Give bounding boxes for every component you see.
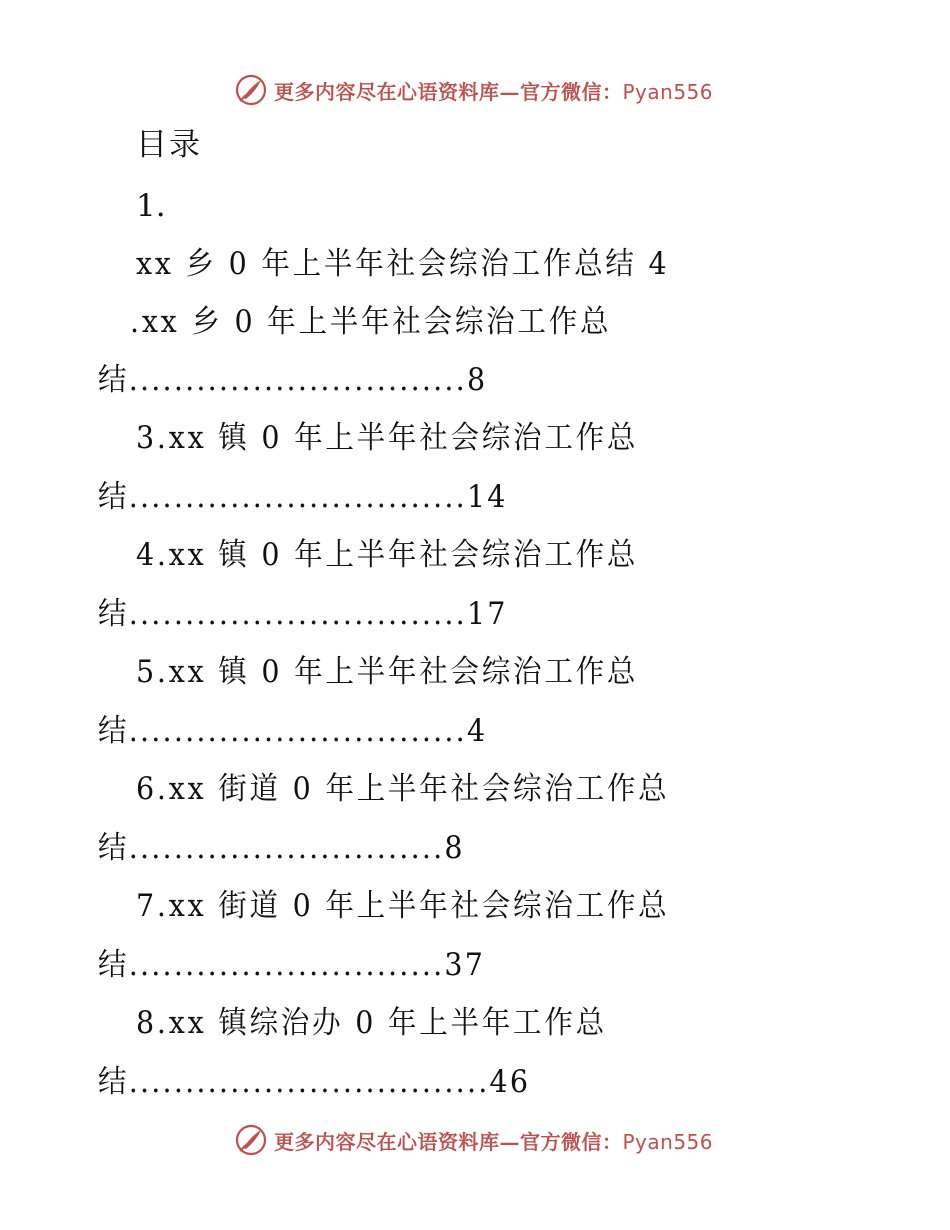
toc-heading: 目录 (136, 127, 202, 163)
footer-watermark-banner (234, 1120, 713, 1160)
toc-entry: .xx 乡 0 年上半年社会综治工作总 (130, 304, 612, 340)
banner-text: 更多内容尽在心语资料库—官方微信：Pyan556 (274, 79, 714, 104)
banner-text: 更多内容尽在心语资料库—官方微信：Pyan556 (274, 1129, 714, 1154)
quill-pen-logo-icon (234, 1123, 268, 1157)
toc-entry-continuation: 结..............................8 (98, 362, 488, 398)
toc-entry-continuation: 结............................37 (98, 947, 486, 983)
toc-entry-continuation: 结..............................4 (98, 713, 488, 749)
toc-entry-continuation: 结............................8 (98, 830, 465, 866)
toc-entry: 5.xx 镇 0 年上半年社会综治工作总 (136, 654, 639, 690)
toc-entry: 7.xx 街道 0 年上半年社会综治工作总 (136, 888, 670, 924)
toc-entry: 6.xx 街道 0 年上半年社会综治工作总 (136, 771, 670, 807)
header-watermark-banner (234, 70, 713, 110)
toc-entry-continuation: 结................................46 (98, 1064, 531, 1100)
toc-entry: 8.xx 镇综治办 0 年上半年工作总 (136, 1005, 607, 1041)
toc-entry: xx 乡 0 年上半年社会综治工作总结 4 (136, 246, 670, 282)
toc-entry-continuation: 结..............................14 (98, 479, 508, 515)
toc-entry: 4.xx 镇 0 年上半年社会综治工作总 (136, 537, 639, 573)
toc-entry-continuation: 结..............................17 (98, 596, 508, 632)
quill-pen-logo-icon (234, 73, 268, 107)
toc-entry: 3.xx 镇 0 年上半年社会综治工作总 (136, 420, 639, 456)
toc-number: 1. (136, 188, 166, 224)
